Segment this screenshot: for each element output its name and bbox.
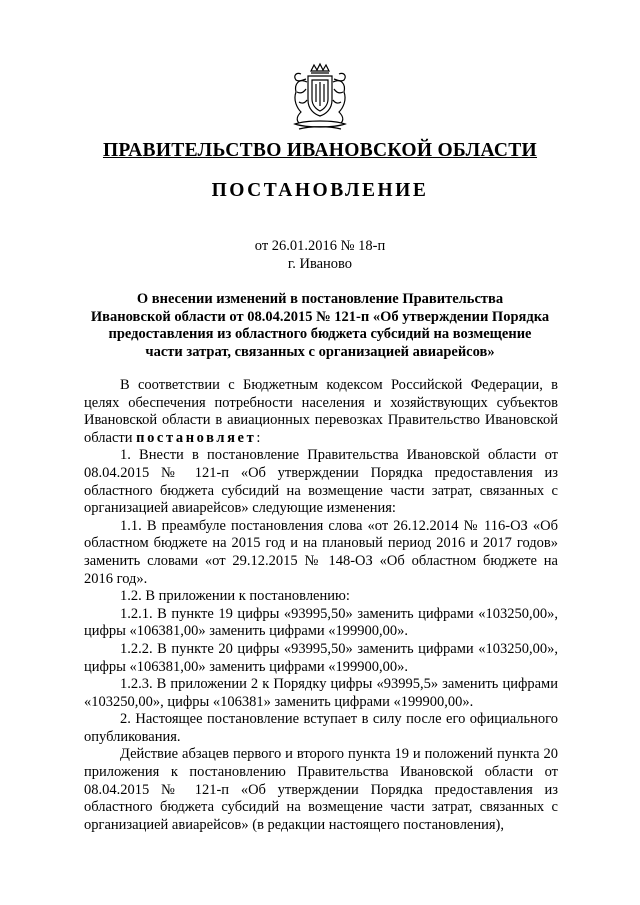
paragraph: 1. Внести в постановление Правительства Ивановской области от 08.04.2015 № 121-п «Об утверждении Порядка предоставления из областного бюджета субсидий на возмещение части затрат, связанных с организацией авиарейсов» следующие изменения: xyxy=(84,447,558,517)
title-line: Ивановской области от 08.04.2015 № 121-п «Об утверждении Порядка xyxy=(90,308,550,325)
date-number: от 26.01.2016 № 18-п xyxy=(254,238,386,254)
document-body xyxy=(84,377,558,834)
paragraph: 2. Настоящее постановление вступает в силу после его официального опубликования. xyxy=(84,711,558,745)
paragraph: 1.1. В преамбуле постановления слова «от 26.12.2014 № 116-ОЗ «Об областном бюджете на 2015 год и на плановый период 2016 и 2017 годов» заменить словами «от 29.12.2015 № 148-ОЗ «Об областном бюджете на 2016 год». xyxy=(84,517,558,587)
decree-colon: : xyxy=(256,429,261,446)
decree-word: постановляет xyxy=(136,429,257,446)
title-line: О внесении изменений в постановление Правительства xyxy=(136,291,504,307)
document-title xyxy=(80,291,560,361)
paragraph: 1.2.3. В приложении 2 к Порядку цифры «93995,5» заменить цифрами «103250,00», цифры «106381» заменить цифрами «199900,00». xyxy=(84,676,558,710)
date-block xyxy=(0,237,640,273)
title-line: предоставления из областного бюджета субсидий на возмещение xyxy=(108,326,532,342)
title-line: части затрат, связанных с организацией авиарейсов» xyxy=(145,343,495,360)
paragraph: 1.2.2. В пункте 20 цифры «93995,50» заменить цифрами «103250,00», цифры «106381,00» заменить цифрами «199900,00». xyxy=(84,640,558,675)
paragraph: Действие абзацев первого и второго пункта 19 и положений пункта 20 приложения к постановлению Правительства Ивановской области от 08.04.2015 № 121-п «Об утверждении Порядка предоставления из областного бюджета субсидий на возмещение части затрат, связанных с организацией авиарейсов» (в редакции настоящего постановления), xyxy=(84,746,558,833)
intro-text: В соответствии с Бюджетным кодексом Российской Федерации, в целях обеспечения потребности населения и хозяйствующих субъектов Ивановской области в авиационных перевозках Правительство Ивановской области xyxy=(84,377,558,446)
coat-of-arms-icon xyxy=(287,62,353,134)
paragraph: 1.2. В приложении к постановлению: xyxy=(120,588,350,605)
paragraph: 1.2.1. В пункте 19 цифры «93995,50» заменить цифрами «103250,00», цифры «106381,00» заменить цифрами «199900,00». xyxy=(84,605,558,640)
document-type: ПОСТАНОВЛЕНИЕ xyxy=(211,180,429,201)
organization-name: ПРАВИТЕЛЬСТВО ИВАНОВСКОЙ ОБЛАСТИ xyxy=(102,140,538,161)
city: г. Иваново xyxy=(287,256,353,272)
intro-paragraph xyxy=(84,377,558,447)
